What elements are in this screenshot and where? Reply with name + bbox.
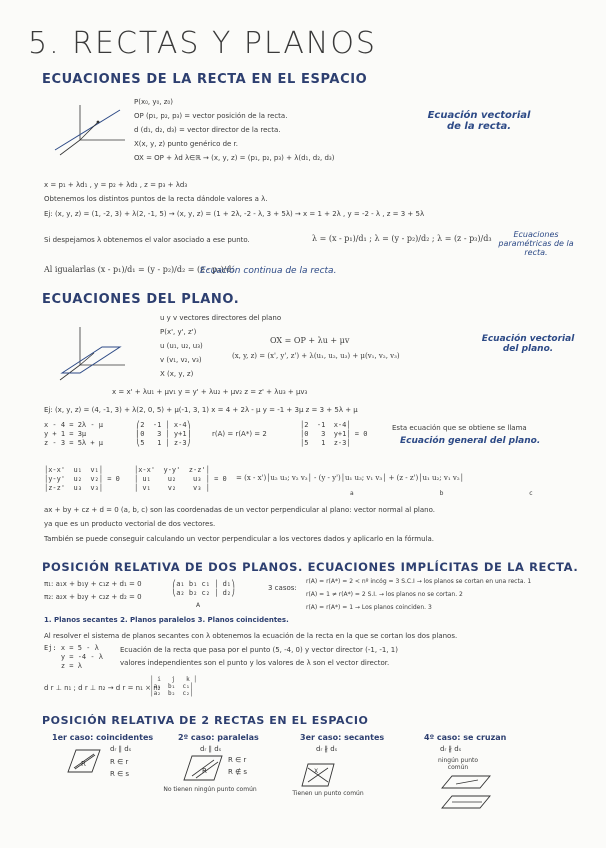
plane-directors: u y v vectores directores del plano: [160, 314, 282, 322]
plane-vector-eq-1: OX = OP + λu + μv: [270, 336, 350, 345]
plane-point: P(x', y', z'): [160, 328, 197, 336]
continuous-label: Ecuación continua de la recta.: [200, 266, 337, 276]
cross-determinant: │ i j k │ │a₁ b₁ c₁│ │a₂ b₂ c₂│: [150, 676, 197, 697]
plane-determinant: │2 -1 x-4│ │0 3 y+1│ = 0 │5 1 z-3│: [300, 421, 368, 447]
case2-condition: dᵣ ∥ dₛ: [200, 745, 222, 753]
plane-x: X (x, y, z): [160, 370, 194, 378]
plane-system: x - 4 = 2λ - μ y + 1 = 3μ z - 3 = 5λ + μ: [44, 421, 104, 447]
case-3: r(A) = r(A*) = 1 → Los planos coinciden. 3: [306, 604, 432, 611]
case1-note-1: R ∈ r: [110, 758, 129, 766]
three-cases-label: 3 casos:: [268, 584, 297, 592]
case3-title: 3er caso: secantes: [300, 733, 385, 742]
section-heading-plane-equations: ECUACIONES DEL PLANO.: [42, 292, 240, 307]
cross-product: d r ⊥ n₁ ; d r ⊥ n₂ → d r = n₁ × n₂: [44, 684, 161, 692]
planes-matrix: ⎛a₁ b₁ c₁ │ d₁⎞ ⎝a₂ b₂ c₂ │ d₂⎠: [172, 580, 236, 597]
plane-note-2: También se puede conseguir calculando un vector perpendicular a los vectores dados y aplicarlo en la fórmula.: [44, 535, 434, 543]
plane-note-1: ya que es un producto vectorial de dos vectores.: [44, 520, 216, 528]
case-1: r(A) = r(A*) = 2 < nº incóg = 3 S.C.I → los planos se cortan en una recta. 1: [306, 578, 532, 585]
case2-footnote: No tienen ningún punto común: [163, 786, 257, 793]
case2-title: 2º caso: paralelas: [178, 733, 259, 742]
plane-pi2: π₂: a₂x + b₂y + c₂z + d₂ = 0: [44, 593, 142, 601]
parametric-note: Obtenemos los distintos puntos de la recta dándole valores a λ.: [44, 195, 268, 203]
despejar-note: Si despejamos λ obtenemos el valor asociado a ese punto.: [44, 236, 250, 244]
plane-matrix: ⎛2 -1 │ x-4⎞ ⎜0 3 │ y+1⎟ ⎝5 1 │ z-3⎠: [136, 421, 191, 447]
line-director-vector: d (d₁, d₂, d₃) = vector director de la recta.: [134, 126, 281, 134]
plane-v: v (v₁, v₂, v₃): [160, 356, 202, 364]
plane-pi1: π₁: a₁x + b₁y + c₁z + d₁ = 0: [44, 580, 142, 588]
case4-title: 4º caso: se cruzan: [424, 733, 507, 742]
matrix-a-label: A: [196, 602, 201, 609]
case4-note: ningún punto común: [437, 757, 479, 771]
example-text-1: Ecuación de la recta que pasa por el punto (5, -4, 0) y vector director (-1, -1, 1): [120, 646, 398, 654]
plane-types: 1. Planos secantes 2. Planos paralelos 3. Planos coincidentes.: [44, 616, 289, 624]
page-title: 5. RECTAS Y PLANOS: [28, 26, 377, 61]
case1-figure: [62, 748, 102, 774]
parametric-line: x = p₁ + λd₁ , y = p₂ + λd₂ , z = p₃ + λd₃: [44, 181, 188, 189]
plane-example: Ej: (x, y, z) = (4, -1, 3) + λ(2, 0, 5) + μ(-1, 3, 1) x = 4 + 2λ - μ y = -1 + 3μ z = 3 + 5λ + μ: [44, 406, 358, 414]
case4-figure: [438, 772, 494, 812]
plane-vector-label: Ecuación vectorial del plano.: [481, 334, 575, 354]
abc-labels: a b c: [350, 490, 575, 497]
line-example: Ej: (x, y, z) = (1, -2, 3) + λ(2, -1, 5) → (x, y, z) = (1 + 2λ, -2 - λ, 3 + 5λ) → x = 1 + 2λ , y = -2 - λ , z = 3 + 5λ: [44, 210, 425, 218]
case2-fig-label: R: [202, 767, 207, 775]
case3-footnote: Tienen un punto común: [292, 790, 364, 797]
section-heading-line-equations: ECUACIONES DE LA RECTA EN EL ESPACIO: [42, 72, 368, 87]
resolve-note: Al resolver el sistema de planos secantes con λ obtenemos la ecuación de la recta en la que se cortan los dos planos.: [44, 632, 458, 640]
axes-plane-icon: [50, 325, 130, 385]
section-heading-two-lines: POSICIÓN RELATIVA DE 2 RECTAS EN EL ESPACIO: [42, 714, 369, 727]
det-columns: │x-x' u₁ v₁│ │y-y' u₂ v₂│ = 0 │z-z' u₃ v₃│: [44, 466, 120, 492]
case-2: r(A) = 1 ≠ r(A*) = 2 S.I. → los planos no se cortan. 2: [306, 591, 463, 598]
det-expansion: = (x - x')│u₂ u₃; v₂ v₃│ - (y - y')│u₁ u₃; v₁ v₃│ + (z - z')│u₁ u₂; v₁ v₂│: [236, 474, 464, 482]
plane-rank: r(A) = r(A*) = 2: [212, 430, 267, 438]
case1-condition: dᵣ ∥ dₛ: [110, 745, 132, 753]
line-point: P(x₀, y₀, z₀): [134, 98, 173, 106]
section-heading-relative-planes: POSICIÓN RELATIVA DE DOS PLANOS. ECUACIONES IMPLÍCITAS DE LA RECTA.: [42, 560, 579, 574]
case3-condition: dᵣ ∦ dₛ: [316, 745, 338, 753]
parametric-lambda-eqs: λ = (x - p₁)/d₁ ; λ = (y - p₂)/d₂ ; λ = (z - p₃)/d₃: [312, 234, 492, 243]
case3-fig-label: X: [314, 768, 319, 775]
plane-u: u (u₁, u₂, u₃): [160, 342, 203, 350]
example-system: Ej: x = 5 - λ y = -4 - λ z = λ: [44, 644, 104, 670]
case2-note-2: R ∉ s: [228, 768, 248, 776]
case1-title: 1er caso: coincidentes: [52, 733, 154, 742]
line-vector-equation: OX = OP + λd λ∈ℝ → (x, y, z) = (p₁, p₂, p₃) + λ(d₁, d₂, d₃): [134, 154, 335, 162]
case4-condition: dᵣ ∦ dₛ: [440, 745, 462, 753]
case1-fig-label: R: [81, 760, 86, 768]
vector-equation-label: Ecuación vectorial de la recta.: [427, 110, 531, 132]
plane-parametric: x = x' + λu₁ + μv₁ y = y' + λu₂ + μv₂ z = z' + λu₃ + μv₃: [112, 388, 308, 396]
line-position-vector: OP (p₁, p₂, p₃) = vector posición de la recta.: [134, 112, 288, 120]
plane-vector-eq-2: (x, y, z) = (x', y', z') + λ(u₁, u₂, u₃) + μ(v₁, v₂, v₃): [232, 352, 400, 360]
general-equation-label: Ecuación general del plano.: [400, 436, 541, 446]
case2-note-1: R ∈ r: [228, 756, 247, 764]
continuous-equation: Al igualarlas (x - p₁)/d₁ = (y - p₂)/d₂ = (z - p₃)/d₃: [44, 265, 235, 274]
det-rows: │x-x' y-y' z-z'│ │ u₁ u₂ u₃ │ = 0 │ v₁ v₂ v₃ │: [134, 466, 227, 492]
line-generic-point: X(x, y, z) punto genérico de r.: [134, 140, 239, 148]
case3-figure: [298, 762, 338, 788]
general-note: Esta ecuación que se obtiene se llama: [392, 424, 527, 432]
parametric-label: Ecuaciones paramétricas de la recta.: [498, 230, 574, 257]
case2-figure: [180, 754, 224, 782]
axes-line-icon: [50, 100, 130, 160]
case1-note-2: R ∈ s: [110, 770, 130, 778]
example-text-2: valores independientes son el punto y los valores de λ son el vector director.: [120, 659, 390, 667]
plane-general-eq: ax + by + cz + d = 0 (a, b, c) son las coordenadas de un vector perpendicular al plano: vector normal al plano.: [44, 506, 435, 514]
